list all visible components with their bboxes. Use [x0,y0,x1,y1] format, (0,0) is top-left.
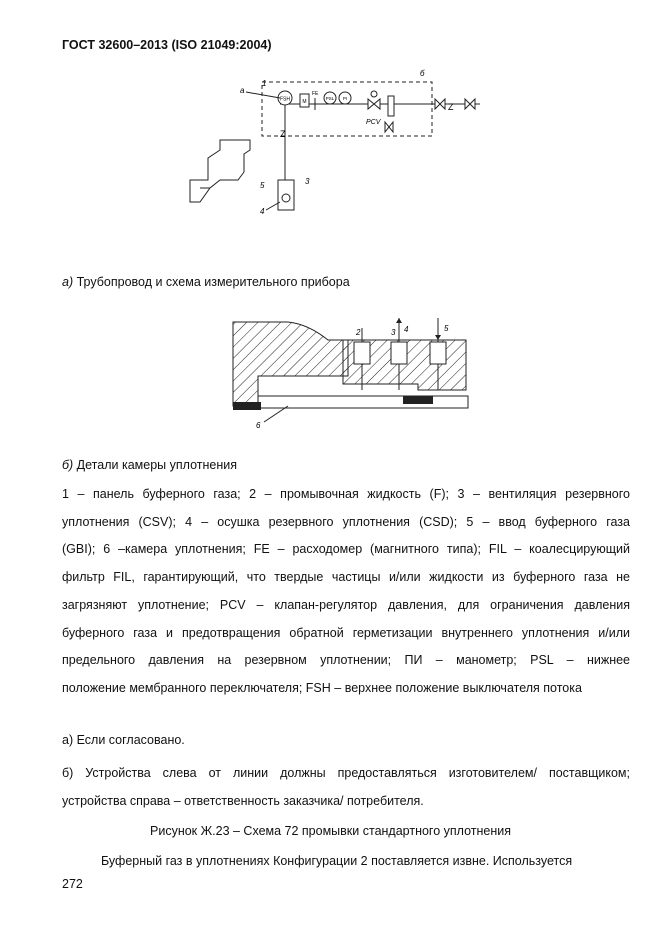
svg-text:5: 5 [444,324,449,333]
figure-b-caption: б) Детали камеры уплотнения [62,458,237,472]
figure-a-piping-diagram [180,62,490,232]
port-5 [430,342,446,364]
page-number: 272 [62,877,83,891]
svg-text:4: 4 [404,325,409,334]
filter-fil [388,96,394,116]
legend-line: буферного газа и предотвращения обратной герметизации внутреннего уплотнения и/или [62,625,630,640]
valve-right-2 [465,99,475,109]
note-b [62,760,630,815]
svg-text:4: 4 [260,207,265,216]
svg-text:PI: PI [342,96,348,101]
note-b-line: б) Устройства слева от линии должны предоставляться изготовителем/ поставщиком; [62,766,630,780]
shaft [258,396,468,408]
note-a: а) Если согласовано. [62,733,185,747]
legend-line: 1 – панель буферного газа; 2 – промывочная жидкость (F); 3 – вентиляция резервного [62,487,630,501]
svg-text:1: 1 [262,79,267,88]
legend-line: загрязняют уплотнение; PCV – клапан-регулятор давления, для ограничения давления [62,597,630,612]
body-text-line: Буферный газ в уплотнениях Конфигурации 2 поставляется извне. Используется [101,854,573,868]
svg-text:а: а [240,86,245,95]
svg-text:б: б [420,69,425,78]
svg-text:3: 3 [305,177,310,186]
housing-body [233,322,348,406]
svg-text:M: M [302,99,307,105]
valve-pcv [368,99,380,109]
scope-boundary-box [262,82,432,136]
valve-right-1 [435,99,445,109]
svg-text:PCV: PCV [366,119,381,126]
legend-line: уплотнения (CSV); 4 – осушка резервного уплотнения (CSD); 5 – ввод буферного газа [62,514,630,529]
pump-body [190,140,250,202]
figure-a-caption: а) Трубопровод и схема измерительного прибора [62,275,350,289]
svg-text:6: 6 [256,421,261,430]
svg-text:2: 2 [356,328,361,337]
svg-text:FSH: FSH [280,96,290,103]
figure-b-seal-chamber [228,318,473,433]
legend-line: фильтр FIL, гарантирующий, что твердые частицы и/или жидкости из буферного газа не [62,570,630,585]
note-b-line: устройства справа – ответственность заказчика/ потребителя. [62,793,424,808]
port-2 [354,342,370,364]
legend-line: предельного давления на резервном уплотнении; ПИ – манометр; PSL – нижнее [62,653,630,668]
svg-text:Z: Z [448,102,454,112]
port-4 [391,342,407,364]
figure-title: Рисунок Ж.23 – Схема 72 промывки стандартного уплотнения [150,824,511,838]
svg-text:FE: FE [312,91,319,97]
svg-text:PSL: PSL [325,96,335,101]
svg-text:Z: Z [280,129,286,139]
svg-text:3: 3 [391,328,396,337]
figure-legend [62,481,630,703]
legend-line: (GBI); 6 –камера уплотнения; FE – расходомер (магнитного типа); FIL – коалесцирующий [62,542,630,557]
svg-text:5: 5 [260,181,265,190]
document-header: ГОСТ 32600–2013 (ISO 21049:2004) [62,38,272,52]
legend-line: положение мембранного переключателя; FSH – верхнее положение выключателя потока [62,680,582,695]
